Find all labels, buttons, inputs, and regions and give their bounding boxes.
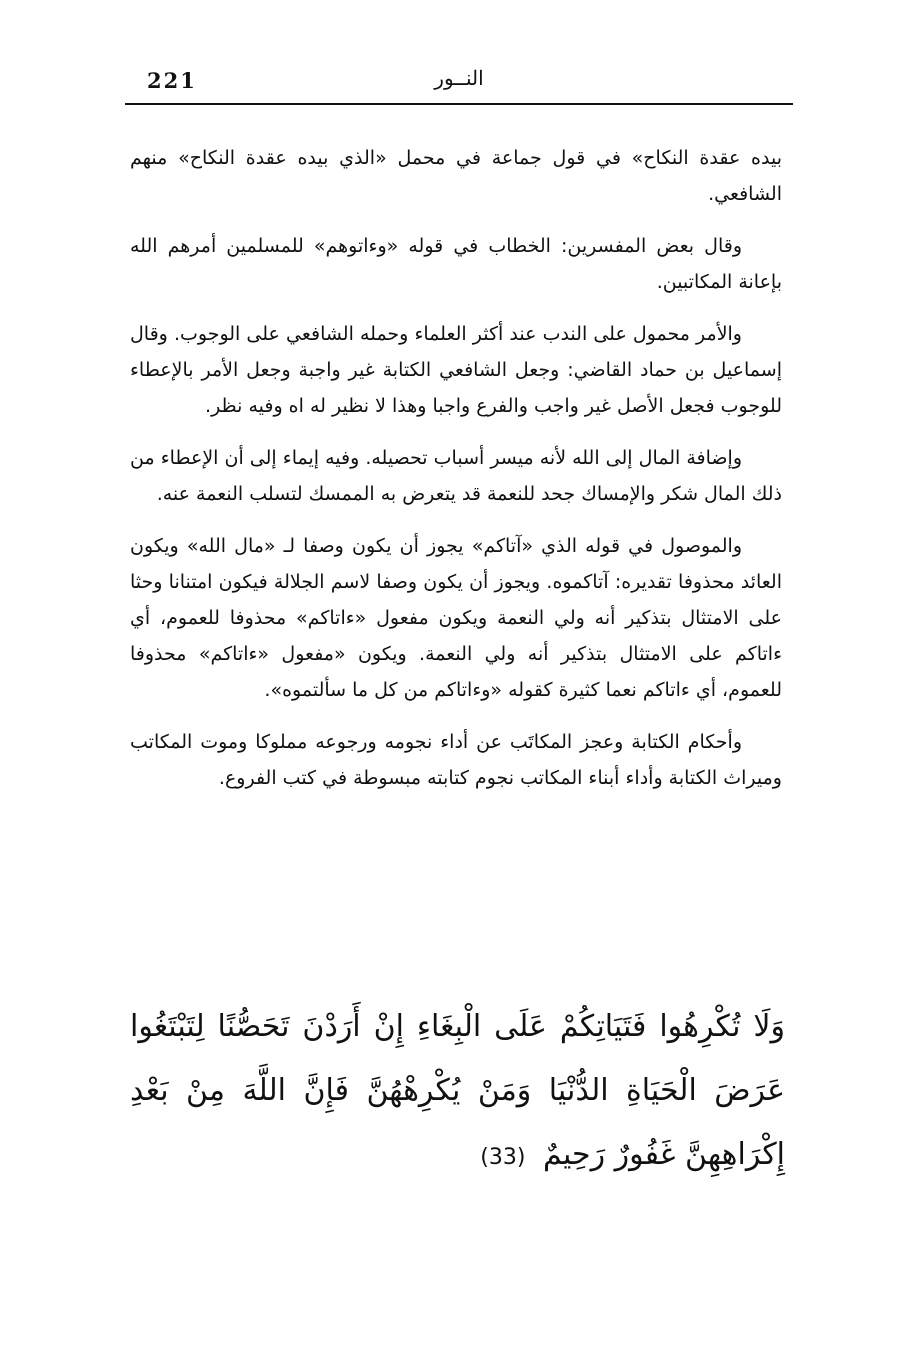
paragraph: بيده عقدة النكاح» في قول جماعة في محمل «الذي بيده عقدة النكاح» منهم الشافعي. xyxy=(130,147,782,205)
verse-number: (33) xyxy=(480,1145,526,1170)
paragraph: والموصول في قوله الذي «آتاكم» يجوز أن يكون وصفا لـ «مال الله» ويكون العائد محذوفا تقديره: آتاكموه. ويجوز أن يكون وصفا لاسم الجلالة فيكون امتنانا وحثا على الامتثال بتذكير أنه ولي النعمة ويكون مفعول «ءاتاكم» محذوفا للعموم، أي ءاتاكم على الامتثال بتذكير أنه ولي النعمة. ويكون «مفعول «ءاتاكم» محذوفا للعموم، أي ءاتاكم نعما كثيرة كقوله «وءاتاكم من كل ما سألتموه». xyxy=(130,535,782,701)
surah-title: النــور xyxy=(434,66,484,90)
verse-text: وَلَا تُكْرِهُوا فَتَيَاتِكُمْ عَلَى الْبِغَاءِ إِنْ أَرَدْنَ تَحَصُّنًا لِتَبْتَغُوا عَرَضَ الْحَيَاةِ الدُّنْيَا وَمَنْ يُكْرِهْهُنَّ فَإِنَّ اللَّهَ مِنْ بَعْدِ إِكْرَاهِهِنَّ غَفُورٌ رَحِيمٌ xyxy=(130,1009,785,1172)
paragraph: والأمر محمول على الندب عند أكثر العلماء وحمله الشافعي على الوجوب. وقال إسماعيل بن حماد القاضي: وجعل الشافعي الكتابة غير واجبة وجعل الأمر بالإعطاء للوجوب فجعل الأصل غير واجب والفرع واجبا وهذا لا نظير له اه وفيه نظر. xyxy=(130,323,782,417)
commentary-text xyxy=(130,140,782,812)
paragraph: وأحكام الكتابة وعجز المكاتَب عن أداء نجومه ورجوعه مملوكا وموت المكاتب وميراث الكتابة وأداء أبناء المكاتب نجوم كتابته مبسوطة في كتب الفروع. xyxy=(130,731,782,789)
quran-verse xyxy=(130,995,785,1190)
paragraph: وقال بعض المفسرين: الخطاب في قوله «وءاتوهم» للمسلمين أمرهم الله بإعانة المكاتبين. xyxy=(130,235,782,293)
running-head xyxy=(125,60,793,102)
header-rule xyxy=(125,103,793,105)
paragraph: وإضافة المال إلى الله لأنه ميسر أسباب تحصيله. وفيه إيماء إلى أن الإعطاء من ذلك المال شكر والإمساك جحد للنعمة قد يتعرض به الممسك لتسلب النعمة عنه. xyxy=(130,447,782,505)
page-number: 221 xyxy=(147,68,197,93)
